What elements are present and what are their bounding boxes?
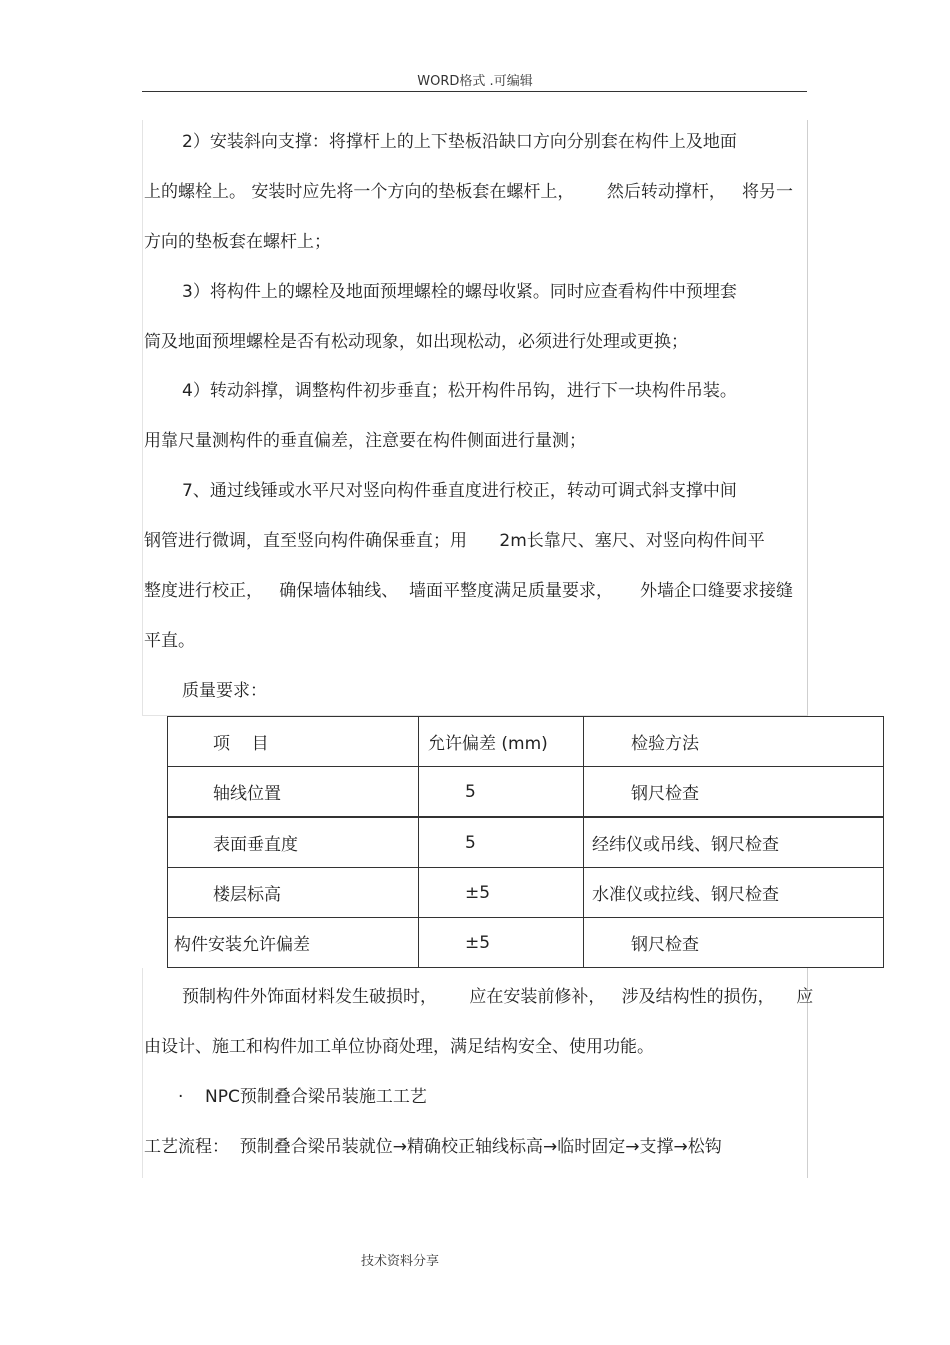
paragraph-line: 钢管进行微调，直至竖向构件确保垂直；用 2m长靠尺、塞尺、对竖向构件间平 — [144, 531, 765, 551]
table-cell: 轴线位置 — [168, 767, 419, 818]
table-cell: 钢尺检查 — [584, 767, 884, 818]
text-frame-top — [142, 120, 808, 716]
table-row — [168, 918, 884, 968]
paragraph-line: 3）将构件上的螺栓及地面预埋螺栓的螺母收紧。同时应查看构件中预埋套 — [182, 282, 737, 302]
table-cell: 表面垂直度 — [168, 817, 419, 868]
paragraph-line: 筒及地面预埋螺栓是否有松动现象，如出现松动，必须进行处理或更换； — [144, 332, 688, 352]
table-header-cell: 项 目 — [168, 717, 419, 767]
table-cell: 5 — [419, 767, 584, 818]
paragraph-line: 整度进行校正， 确保墙体轴线、 墙面平整度满足质量要求， 外墙企口缝要求接缝 — [144, 581, 794, 601]
paragraph-line: 7、通过线锤或水平尺对竖向构件垂直度进行校正，转动可调式斜支撑中间 — [182, 481, 737, 501]
subsection-heading: · NPC预制叠合梁吊装施工工艺 — [178, 1087, 427, 1107]
table-cell: ±5 — [419, 868, 584, 918]
table-cell: 经纬仪或吊线、钢尺检查 — [584, 817, 884, 868]
paragraph-line: 上的螺栓上。 安装时应先将一个方向的垫板套在螺杆上， 然后转动撑杆， 将另一 — [144, 182, 794, 202]
paragraph-line: 方向的垫板套在螺杆上； — [144, 232, 331, 252]
paragraph-line: 平直。 — [144, 631, 195, 651]
table-header-cell: 允许偏差 (mm) — [419, 717, 584, 767]
table-row — [168, 868, 884, 918]
table-header-row — [168, 717, 884, 767]
table-cell: 楼层标高 — [168, 868, 419, 918]
page-footer: 技术资料分享 — [360, 1254, 439, 1269]
paragraph-line: 预制构件外饰面材料发生破损时， 应在安装前修补， 涉及结构性的损伤， 应 — [182, 987, 814, 1007]
table-row — [168, 817, 884, 868]
table-row — [168, 767, 884, 818]
paragraph-line: 用靠尺量测构件的垂直偏差，注意要在构件侧面进行量测； — [144, 431, 586, 451]
paragraph-line: 2）安装斜向支撑：将撑杆上的上下垫板沿缺口方向分别套在构件上及地面 — [182, 132, 737, 152]
table-cell: 水准仪或拉线、钢尺检查 — [584, 868, 884, 918]
table-cell: ±5 — [419, 918, 584, 968]
header-divider — [142, 91, 807, 92]
quality-table — [167, 716, 884, 968]
table-cell: 5 — [419, 817, 584, 868]
paragraph-line: 由设计、施工和构件加工单位协商处理，满足结构安全、使用功能。 — [144, 1037, 654, 1057]
paragraph-line: 工艺流程： 预制叠合梁吊装就位→精确校正轴线标高→临时固定→支撑→松钩 — [144, 1137, 722, 1157]
table-header-cell: 检验方法 — [584, 717, 884, 767]
table-cell: 构件安装允许偏差 — [168, 918, 419, 968]
table-cell: 钢尺检查 — [584, 918, 884, 968]
page-header: WORD格式 .可编辑 — [417, 74, 533, 89]
section-label: 质量要求： — [182, 681, 267, 701]
paragraph-line: 4）转动斜撑，调整构件初步垂直；松开构件吊钩，进行下一块构件吊装。 — [182, 381, 737, 401]
